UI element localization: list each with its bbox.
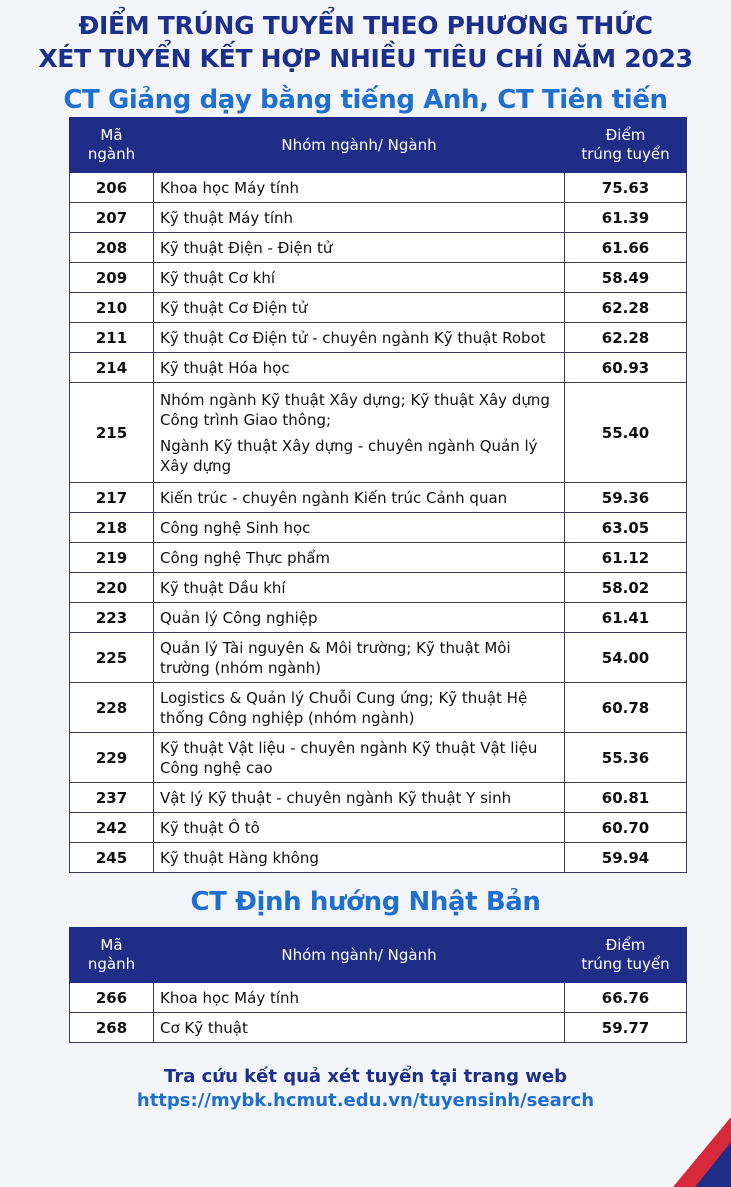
major-name bbox=[154, 323, 565, 353]
table-header-row bbox=[70, 928, 687, 983]
admission-score: 60.70 bbox=[565, 813, 687, 843]
table-header-row bbox=[70, 118, 687, 173]
header-score: Điểm trúng tuyển bbox=[565, 118, 687, 173]
major-code: 223 bbox=[70, 603, 154, 633]
admission-score: 66.76 bbox=[565, 983, 687, 1013]
major-code: 229 bbox=[70, 733, 154, 783]
table-row bbox=[70, 783, 687, 813]
major-code: 218 bbox=[70, 513, 154, 543]
major-name-line: Khoa học Máy tính bbox=[160, 988, 300, 1007]
major-name-line: Quản lý Tài nguyên & Môi trường; Kỹ thuật Môi trường (nhóm ngành) bbox=[160, 638, 511, 677]
major-name-line: Công nghệ Sinh học bbox=[160, 518, 311, 537]
table-row bbox=[70, 983, 687, 1013]
major-name bbox=[154, 733, 565, 783]
major-code: 219 bbox=[70, 543, 154, 573]
header-code: Mã ngành bbox=[70, 928, 154, 983]
admission-score: 60.93 bbox=[565, 353, 687, 383]
major-code: 208 bbox=[70, 233, 154, 263]
admission-score: 62.28 bbox=[565, 323, 687, 353]
major-name-line: Kiến trúc - chuyên ngành Kiến trúc Cảnh quan bbox=[160, 488, 508, 507]
admission-score: 61.41 bbox=[565, 603, 687, 633]
major-code: 211 bbox=[70, 323, 154, 353]
major-code: 215 bbox=[70, 383, 154, 483]
major-name bbox=[154, 173, 565, 203]
table-row bbox=[70, 513, 687, 543]
table-row bbox=[70, 683, 687, 733]
table-row bbox=[70, 633, 687, 683]
title-line-1: ĐIỂM TRÚNG TUYỂN THEO PHƯƠNG THỨC bbox=[78, 11, 653, 40]
major-name-line: Cơ Kỹ thuật bbox=[160, 1018, 248, 1037]
major-name-line: Kỹ thuật Ô tô bbox=[160, 818, 260, 837]
title-line-2: XÉT TUYỂN KẾT HỢP NHIỀU TIÊU CHÍ NĂM 2023 bbox=[38, 44, 693, 73]
admission-score: 61.66 bbox=[565, 233, 687, 263]
major-name-line: Kỹ thuật Cơ khí bbox=[160, 268, 275, 287]
major-code: 242 bbox=[70, 813, 154, 843]
major-code: 268 bbox=[70, 1013, 154, 1043]
footer-note: Tra cứu kết quả xét tuyển tại trang web bbox=[164, 1066, 567, 1087]
major-name bbox=[154, 233, 565, 263]
major-name-line: Vật lý Kỹ thuật - chuyên ngành Kỹ thuật Y sinh bbox=[160, 788, 512, 807]
major-name bbox=[154, 983, 565, 1013]
section-1-rows bbox=[70, 173, 687, 873]
major-name bbox=[154, 633, 565, 683]
admission-score: 75.63 bbox=[565, 173, 687, 203]
admission-score: 55.36 bbox=[565, 733, 687, 783]
major-name bbox=[154, 353, 565, 383]
admission-score: 55.40 bbox=[565, 383, 687, 483]
table-row bbox=[70, 573, 687, 603]
major-name-line: Quản lý Công nghiệp bbox=[160, 608, 318, 627]
major-name-line: Kỹ thuật Vật liệu - chuyên ngành Kỹ thuật Vật liệu Công nghệ cao bbox=[160, 738, 538, 777]
major-name bbox=[154, 783, 565, 813]
page-title bbox=[0, 0, 731, 75]
admission-score: 62.28 bbox=[565, 293, 687, 323]
admission-score: 59.36 bbox=[565, 483, 687, 513]
major-name-line: Ngành Kỹ thuật Xây dựng - chuyên ngành Quản lý Xây dựng bbox=[160, 436, 538, 475]
admission-score: 60.81 bbox=[565, 783, 687, 813]
table-row bbox=[70, 383, 687, 483]
admission-score: 59.94 bbox=[565, 843, 687, 873]
table-row bbox=[70, 1013, 687, 1043]
major-code: 209 bbox=[70, 263, 154, 293]
footer bbox=[0, 1065, 731, 1113]
major-name-line: Kỹ thuật Máy tính bbox=[160, 208, 294, 227]
major-code: 266 bbox=[70, 983, 154, 1013]
section-2-rows bbox=[70, 983, 687, 1043]
major-name-line: Nhóm ngành Kỹ thuật Xây dựng; Kỹ thuật Xây dựng Công trình Giao thông; bbox=[160, 390, 550, 429]
major-name-line: Logistics & Quản lý Chuỗi Cung ứng; Kỹ thuật Hệ thống Công nghiệp (nhóm ngành) bbox=[160, 688, 528, 727]
table-row bbox=[70, 233, 687, 263]
table-row bbox=[70, 173, 687, 203]
table-row bbox=[70, 813, 687, 843]
admission-score: 58.49 bbox=[565, 263, 687, 293]
major-name bbox=[154, 573, 565, 603]
major-code: 206 bbox=[70, 173, 154, 203]
major-code: 220 bbox=[70, 573, 154, 603]
major-code: 210 bbox=[70, 293, 154, 323]
major-name-line: Kỹ thuật Hàng không bbox=[160, 848, 319, 867]
header-name: Nhóm ngành/ Ngành bbox=[154, 118, 565, 173]
major-name-line: Kỹ thuật Cơ Điện tử bbox=[160, 298, 308, 317]
major-name bbox=[154, 483, 565, 513]
major-name bbox=[154, 603, 565, 633]
major-code: 228 bbox=[70, 683, 154, 733]
admission-score: 54.00 bbox=[565, 633, 687, 683]
header-name: Nhóm ngành/ Ngành bbox=[154, 928, 565, 983]
table-row bbox=[70, 263, 687, 293]
admission-score: 59.77 bbox=[565, 1013, 687, 1043]
admission-score: 61.39 bbox=[565, 203, 687, 233]
corner-decoration bbox=[661, 1097, 731, 1187]
major-name bbox=[154, 1013, 565, 1043]
table-row bbox=[70, 733, 687, 783]
major-name bbox=[154, 543, 565, 573]
table-row bbox=[70, 203, 687, 233]
admission-score: 63.05 bbox=[565, 513, 687, 543]
section-2-title: CT Định hướng Nhật Bản bbox=[190, 887, 541, 917]
major-name-line: Kỹ thuật Cơ Điện tử - chuyên ngành Kỹ thuật Robot bbox=[160, 328, 546, 347]
section-1-table bbox=[69, 117, 687, 873]
major-code: 207 bbox=[70, 203, 154, 233]
admission-score: 60.78 bbox=[565, 683, 687, 733]
table-row bbox=[70, 843, 687, 873]
major-name bbox=[154, 513, 565, 543]
major-name-line: Khoa học Máy tính bbox=[160, 178, 300, 197]
major-name bbox=[154, 203, 565, 233]
major-name-line: Công nghệ Thực phẩm bbox=[160, 548, 331, 567]
major-name bbox=[154, 813, 565, 843]
section-1-title: CT Giảng dạy bằng tiếng Anh, CT Tiên tiến bbox=[63, 85, 668, 115]
admission-score: 58.02 bbox=[565, 573, 687, 603]
major-code: 245 bbox=[70, 843, 154, 873]
major-code: 225 bbox=[70, 633, 154, 683]
major-name-line: Kỹ thuật Điện - Điện tử bbox=[160, 238, 333, 257]
table-row bbox=[70, 323, 687, 353]
lookup-link[interactable]: https://mybk.hcmut.edu.vn/tuyensinh/search bbox=[136, 1090, 595, 1111]
table-row bbox=[70, 483, 687, 513]
major-name bbox=[154, 843, 565, 873]
table-row bbox=[70, 543, 687, 573]
major-name bbox=[154, 263, 565, 293]
major-code: 237 bbox=[70, 783, 154, 813]
major-name bbox=[154, 383, 565, 483]
major-name-line: Kỹ thuật Hóa học bbox=[160, 358, 290, 377]
major-name bbox=[154, 293, 565, 323]
major-name-line: Kỹ thuật Dầu khí bbox=[160, 578, 286, 597]
admission-score: 61.12 bbox=[565, 543, 687, 573]
major-code: 217 bbox=[70, 483, 154, 513]
table-row bbox=[70, 353, 687, 383]
header-score: Điểm trúng tuyển bbox=[565, 928, 687, 983]
major-name bbox=[154, 683, 565, 733]
table-row bbox=[70, 603, 687, 633]
header-code: Mã ngành bbox=[70, 118, 154, 173]
table-row bbox=[70, 293, 687, 323]
major-code: 214 bbox=[70, 353, 154, 383]
section-2-table bbox=[69, 927, 687, 1043]
